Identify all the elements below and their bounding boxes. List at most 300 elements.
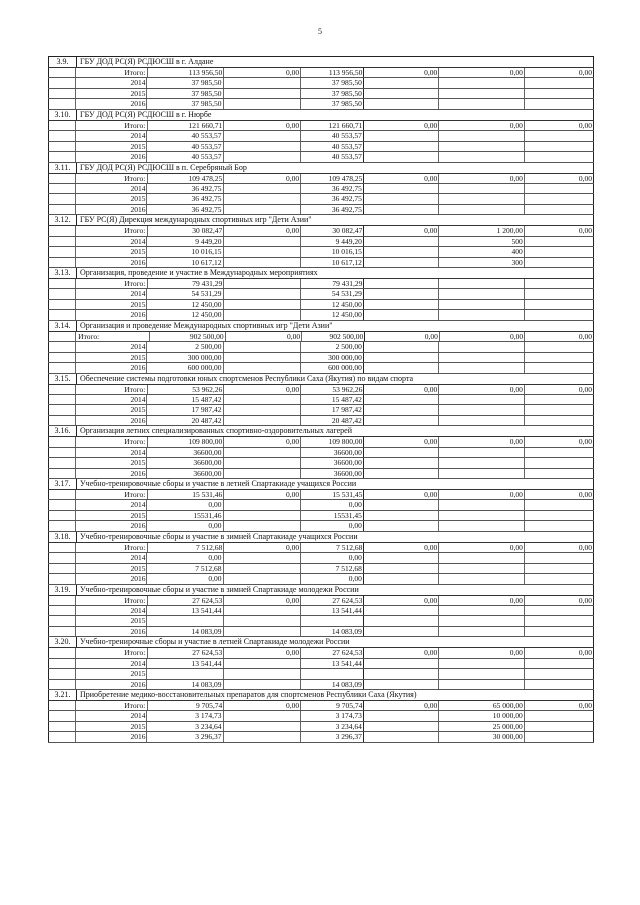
section-title: Обеспечение системы подготовки юных спортсменов Республики Саха (Якутия) по видам спорта: [77, 374, 594, 384]
federal-budget: [224, 521, 301, 530]
extra-budget-2: 0,00: [525, 543, 594, 552]
federal-budget: 0,00: [224, 490, 301, 499]
total-amount: 30 082,47: [148, 226, 224, 235]
row-label: 2015: [76, 300, 147, 309]
local-budget: [364, 669, 439, 678]
total-amount: 36600,00: [147, 469, 223, 478]
federal-budget: [224, 606, 301, 615]
extra-budget-2: [525, 521, 594, 530]
table-row-year: [48, 659, 594, 669]
table-row-year: [48, 258, 594, 268]
local-budget: [364, 89, 439, 98]
total-amount: 40 553,57: [147, 131, 223, 140]
empty-cell: [48, 174, 76, 183]
empty-cell: [48, 596, 76, 605]
local-budget: [364, 194, 439, 203]
extra-budget-1: [439, 194, 525, 203]
federal-budget: [224, 131, 301, 140]
extra-budget-2: [525, 448, 594, 457]
republic-budget: 0,00: [301, 521, 364, 530]
row-label: Итого:: [76, 279, 148, 288]
section-title-row: [48, 215, 594, 226]
table-row-year: [48, 289, 594, 299]
republic-budget: 2 500,00: [301, 342, 364, 351]
local-budget: 0,00: [364, 68, 439, 77]
table-row-year: [48, 500, 594, 510]
extra-budget-1: 0,00: [439, 437, 525, 446]
section-title-row: [48, 110, 594, 121]
table-row-year: [48, 142, 594, 152]
local-budget: [364, 78, 439, 87]
extra-budget-1: [439, 310, 525, 319]
table-row-year: [48, 521, 594, 531]
federal-budget: [224, 184, 301, 193]
section-title: ГБУ ДОД РС(Я) РСДЮСШ в п. Серебряный Бор: [77, 163, 594, 173]
table-row-year: [48, 184, 594, 194]
row-label: Итого:: [76, 490, 148, 499]
row-label: 2015: [76, 616, 147, 625]
federal-budget: [224, 669, 301, 678]
local-budget: 0,00: [364, 701, 439, 710]
section-title-row: [48, 268, 594, 279]
local-budget: [364, 722, 439, 731]
local-budget: 0,00: [364, 490, 439, 499]
extra-budget-1: [439, 395, 525, 404]
local-budget: [364, 606, 439, 615]
total-amount: 9 449,20: [147, 237, 223, 246]
total-amount: 3 174,73: [147, 711, 223, 720]
local-budget: [364, 353, 439, 362]
table-row-year: [48, 458, 594, 468]
total-amount: 37 985,50: [147, 99, 223, 108]
extra-budget-1: [439, 469, 525, 478]
federal-budget: 0,00: [224, 701, 301, 710]
page-number: 5: [318, 27, 322, 36]
empty-cell: [48, 78, 76, 87]
row-label: 2016: [76, 310, 147, 319]
republic-budget: 9 449,20: [301, 237, 364, 246]
extra-budget-2: 0,00: [525, 490, 594, 499]
section-title: Приобретение медико-восстановительных препаратов для спортсменов Республики Саха (Якутия): [77, 690, 594, 700]
local-budget: 0,00: [364, 437, 439, 446]
total-amount: 40 553,57: [147, 142, 223, 151]
empty-cell: [48, 237, 76, 246]
republic-budget: 13 541,44: [301, 659, 364, 668]
section-title: Учебно-тренировочные сборы и участие в летней Спартакиаде учащихся России: [77, 479, 594, 489]
table-row-total: [48, 121, 594, 131]
local-budget: [364, 131, 439, 140]
federal-budget: [224, 405, 301, 414]
republic-budget: 37 985,50: [301, 78, 364, 87]
total-amount: 7 512,68: [147, 564, 223, 573]
extra-budget-1: [439, 205, 525, 214]
federal-budget: [224, 279, 301, 288]
row-label: 2014: [76, 184, 147, 193]
table-row-total: [48, 279, 594, 289]
extra-budget-1: 10 000,00: [439, 711, 525, 720]
empty-cell: [48, 553, 76, 562]
federal-budget: [224, 353, 301, 362]
row-label: Итого:: [76, 332, 150, 341]
row-label: Итого:: [76, 437, 148, 446]
extra-budget-2: 0,00: [525, 174, 594, 183]
extra-budget-1: 1 200,00: [439, 226, 525, 235]
federal-budget: [224, 300, 301, 309]
extra-budget-2: [525, 237, 594, 246]
total-amount: 54 531,29: [147, 289, 223, 298]
extra-budget-2: 0,00: [525, 437, 594, 446]
section-title-row: [48, 374, 594, 385]
local-budget: [364, 363, 439, 372]
section-title: ГБУ ДОД РС(Я) РСДЮСШ в г. Нюрбе: [77, 110, 594, 120]
federal-budget: [224, 500, 301, 509]
extra-budget-1: [439, 500, 525, 509]
federal-budget: [224, 194, 301, 203]
republic-budget: 300 000,00: [301, 353, 364, 362]
extra-budget-1: 0,00: [439, 68, 525, 77]
row-label: 2016: [76, 521, 147, 530]
total-amount: 0,00: [147, 574, 223, 583]
republic-budget: 30 082,47: [301, 226, 364, 235]
row-label: 2014: [76, 395, 147, 404]
row-label: Итого:: [76, 68, 148, 77]
empty-cell: [48, 310, 76, 319]
extra-budget-1: 0,00: [439, 648, 525, 657]
republic-budget: 14 083,09: [301, 627, 364, 636]
extra-budget-2: [525, 469, 594, 478]
total-amount: 36 492,75: [147, 205, 223, 214]
empty-cell: [48, 194, 76, 203]
federal-budget: [224, 395, 301, 404]
extra-budget-1: 0,00: [439, 490, 525, 499]
local-budget: [364, 184, 439, 193]
row-label: 2016: [76, 680, 147, 689]
republic-budget: 15 531,45: [301, 490, 364, 499]
table-row-total: [48, 68, 594, 78]
total-amount: [147, 616, 223, 625]
extra-budget-2: [525, 669, 594, 678]
republic-budget: 3 174,73: [301, 711, 364, 720]
row-label: 2015: [76, 142, 147, 151]
republic-budget: 12 450,00: [301, 300, 364, 309]
section-title: ГБУ ДОД РС(Я) РСДЮСШ в г. Алдане: [77, 57, 594, 67]
local-budget: [364, 564, 439, 573]
republic-budget: 109 478,25: [301, 174, 364, 183]
total-amount: 902 500,00: [150, 332, 226, 341]
section-number: 3.15.: [48, 374, 77, 384]
extra-budget-1: 0,00: [439, 543, 525, 552]
extra-budget-1: 0,00: [440, 332, 525, 341]
republic-budget: 40 553,57: [301, 142, 364, 151]
empty-cell: [48, 300, 76, 309]
table-row-year: [48, 732, 594, 742]
local-budget: [364, 152, 439, 161]
republic-budget: 37 985,50: [301, 99, 364, 108]
extra-budget-1: [439, 89, 525, 98]
row-label: 2016: [76, 627, 147, 636]
federal-budget: [224, 732, 301, 741]
republic-budget: 3 234,64: [301, 722, 364, 731]
extra-budget-1: [439, 416, 525, 425]
local-budget: [364, 500, 439, 509]
extra-budget-2: [525, 78, 594, 87]
table-row-total: [48, 648, 594, 658]
empty-cell: [48, 711, 76, 720]
total-amount: 27 624,53: [148, 648, 224, 657]
empty-cell: [48, 385, 76, 394]
row-label: 2014: [76, 237, 147, 246]
republic-budget: 7 512,68: [301, 543, 364, 552]
section-title: Учебно-тренирочные сборы и участие в летней Спартакиаде молодежи России: [77, 637, 594, 647]
extra-budget-1: [439, 289, 525, 298]
row-label: Итого:: [76, 385, 148, 394]
extra-budget-2: [525, 205, 594, 214]
empty-cell: [48, 732, 76, 741]
federal-budget: [224, 342, 301, 351]
federal-budget: [224, 680, 301, 689]
section-number: 3.18.: [48, 532, 77, 542]
local-budget: [364, 395, 439, 404]
federal-budget: 0,00: [224, 437, 301, 446]
row-label: Итого:: [76, 226, 148, 235]
extra-budget-2: [525, 405, 594, 414]
federal-budget: 0,00: [224, 648, 301, 657]
federal-budget: [224, 616, 301, 625]
total-amount: 12 450,00: [147, 300, 223, 309]
extra-budget-1: 65 000,00: [439, 701, 525, 710]
row-label: 2016: [76, 152, 147, 161]
table-row-year: [48, 448, 594, 458]
extra-budget-2: [525, 711, 594, 720]
extra-budget-2: 0,00: [525, 701, 594, 710]
extra-budget-1: [439, 448, 525, 457]
republic-budget: 27 624,53: [301, 648, 364, 657]
local-budget: [364, 289, 439, 298]
local-budget: [364, 732, 439, 741]
local-budget: [364, 300, 439, 309]
extra-budget-1: [439, 627, 525, 636]
empty-cell: [48, 722, 76, 731]
extra-budget-1: 500: [439, 237, 525, 246]
section-title-row: [48, 163, 594, 174]
empty-cell: [48, 332, 76, 341]
empty-cell: [48, 184, 76, 193]
local-budget: [364, 247, 439, 256]
empty-cell: [48, 342, 76, 351]
republic-budget: 0,00: [301, 553, 364, 562]
extra-budget-2: 0,00: [525, 121, 594, 130]
section-title-row: [48, 57, 594, 68]
section-title-row: [48, 690, 594, 701]
federal-budget: [224, 711, 301, 720]
row-label: Итого:: [76, 174, 148, 183]
federal-budget: [224, 564, 301, 573]
total-amount: 0,00: [147, 500, 223, 509]
empty-cell: [48, 226, 76, 235]
total-amount: 37 985,50: [147, 78, 223, 87]
republic-budget: 53 962,26: [301, 385, 364, 394]
empty-cell: [48, 68, 76, 77]
extra-budget-2: [525, 300, 594, 309]
section-title: Организация летних специализированных спортивно-оздоровительных лагерей: [77, 426, 594, 436]
total-amount: 7 512,68: [148, 543, 224, 552]
total-amount: 600 000,00: [147, 363, 223, 372]
federal-budget: [224, 511, 301, 520]
local-budget: [364, 416, 439, 425]
row-label: 2016: [76, 732, 147, 741]
table-row-total: [48, 332, 594, 342]
extra-budget-2: [525, 363, 594, 372]
table-row-year: [48, 152, 594, 162]
local-budget: [364, 616, 439, 625]
empty-cell: [48, 152, 76, 161]
table-row-year: [48, 627, 594, 637]
section-number: 3.12.: [48, 215, 77, 225]
local-budget: [364, 142, 439, 151]
total-amount: 17 987,42: [147, 405, 223, 414]
federal-budget: [224, 310, 301, 319]
total-amount: 3 296,37: [147, 732, 223, 741]
extra-budget-1: [439, 300, 525, 309]
federal-budget: [224, 237, 301, 246]
total-amount: 113 956,50: [148, 68, 224, 77]
extra-budget-2: 0,00: [525, 226, 594, 235]
republic-budget: 14 083,09: [301, 680, 364, 689]
empty-cell: [48, 363, 76, 372]
row-label: 2015: [76, 511, 147, 520]
empty-cell: [48, 521, 76, 530]
total-amount: 79 431,29: [148, 279, 224, 288]
republic-budget: 36 492,75: [301, 184, 364, 193]
extra-budget-2: 0,00: [525, 385, 594, 394]
section-title-row: [48, 321, 594, 332]
local-budget: [364, 237, 439, 246]
local-budget: [364, 574, 439, 583]
federal-budget: [224, 258, 301, 267]
empty-cell: [48, 279, 76, 288]
section-title-row: [48, 532, 594, 543]
federal-budget: [224, 152, 301, 161]
extra-budget-1: [439, 342, 525, 351]
total-amount: 36600,00: [147, 448, 223, 457]
federal-budget: [224, 89, 301, 98]
row-label: 2015: [76, 405, 147, 414]
table-row-year: [48, 669, 594, 679]
row-label: 2015: [76, 458, 147, 467]
table-row-year: [48, 574, 594, 584]
extra-budget-2: [525, 395, 594, 404]
local-budget: [364, 448, 439, 457]
extra-budget-2: [525, 89, 594, 98]
total-amount: 37 985,50: [147, 89, 223, 98]
extra-budget-2: [525, 258, 594, 267]
section-title: Учебно-тренировочные сборы и участие в зимней Спартакиаде молодежи России: [77, 585, 594, 595]
total-amount: 109 800,00: [148, 437, 224, 446]
row-label: 2016: [76, 416, 147, 425]
federal-budget: [224, 458, 301, 467]
local-budget: [364, 680, 439, 689]
extra-budget-1: 0,00: [439, 385, 525, 394]
local-budget: [364, 458, 439, 467]
local-budget: [364, 279, 439, 288]
total-amount: 13 541,44: [147, 659, 223, 668]
table-row-year: [48, 405, 594, 415]
table-row-year: [48, 564, 594, 574]
federal-budget: [224, 659, 301, 668]
federal-budget: [224, 205, 301, 214]
empty-cell: [48, 353, 76, 362]
extra-budget-2: [525, 574, 594, 583]
empty-cell: [48, 469, 76, 478]
total-amount: 13 541,44: [147, 606, 223, 615]
row-label: Итого:: [76, 543, 148, 552]
table-row-year: [48, 342, 594, 352]
local-budget: [364, 469, 439, 478]
republic-budget: 600 000,00: [301, 363, 364, 372]
extra-budget-1: [439, 659, 525, 668]
local-budget: [364, 711, 439, 720]
total-amount: 0,00: [147, 553, 223, 562]
federal-budget: [224, 78, 301, 87]
local-budget: [364, 521, 439, 530]
republic-budget: 9 705,74: [301, 701, 364, 710]
federal-budget: [224, 416, 301, 425]
federal-budget: [224, 627, 301, 636]
extra-budget-1: [439, 363, 525, 372]
row-label: 2014: [76, 289, 147, 298]
extra-budget-1: [439, 279, 525, 288]
total-amount: 300 000,00: [147, 353, 223, 362]
table-row-year: [48, 553, 594, 563]
local-budget: [364, 659, 439, 668]
row-label: 2016: [76, 363, 147, 372]
local-budget: [364, 310, 439, 319]
federal-budget: 0,00: [224, 543, 301, 552]
republic-budget: 113 956,50: [301, 68, 364, 77]
republic-budget: 15 487,42: [301, 395, 364, 404]
federal-budget: 0,00: [224, 596, 301, 605]
extra-budget-2: 0,00: [525, 68, 594, 77]
federal-budget: 0,00: [224, 174, 301, 183]
local-budget: 0,00: [364, 543, 439, 552]
local-budget: 0,00: [364, 648, 439, 657]
extra-budget-2: [525, 310, 594, 319]
section-title: Учебно-тренировочные сборы и участие в зимней Спартакиаде учащихся России: [77, 532, 594, 542]
budget-table: [48, 56, 594, 743]
empty-cell: [48, 500, 76, 509]
local-budget: [364, 342, 439, 351]
local-budget: 0,00: [364, 174, 439, 183]
total-amount: 40 553,57: [147, 152, 223, 161]
extra-budget-1: [439, 458, 525, 467]
row-label: Итого:: [76, 121, 148, 130]
table-row-year: [48, 237, 594, 247]
table-row-year: [48, 310, 594, 320]
extra-budget-2: [525, 732, 594, 741]
total-amount: 36600,00: [147, 458, 223, 467]
empty-cell: [48, 131, 76, 140]
row-label: 2016: [76, 258, 147, 267]
row-label: 2016: [76, 205, 147, 214]
extra-budget-2: [525, 279, 594, 288]
table-row-year: [48, 416, 594, 426]
table-row-year: [48, 205, 594, 215]
total-amount: 12 450,00: [147, 310, 223, 319]
republic-budget: 3 296,37: [301, 732, 364, 741]
total-amount: 2 500,00: [147, 342, 223, 351]
empty-cell: [48, 659, 76, 668]
extra-budget-1: [439, 353, 525, 362]
